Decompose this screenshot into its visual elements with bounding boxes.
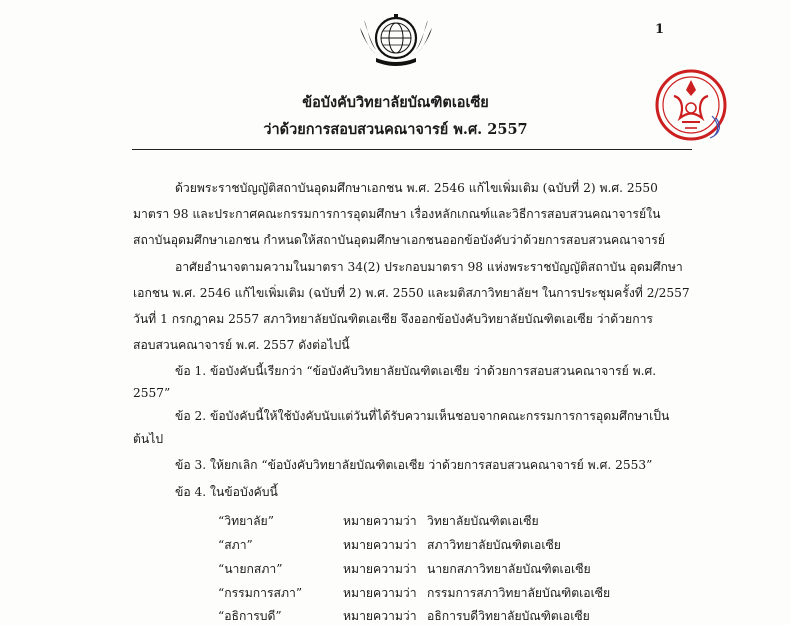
preamble-line: วันที่ 1 กรกฎาคม 2557 สภาวิทยาลัยบัณฑิตเอเซีย จึงออกข้อบังคับวิทยาลัยบัณฑิตเอเซีย ว่าด้วยการ [133, 312, 653, 326]
definition-value: สภาวิทยาลัยบัณฑิตเอเซีย [427, 538, 561, 552]
preamble-line: สถาบันอุดมศึกษาเอกชน กำหนดให้สถาบันอุดมศึกษาเอกชนออกข้อบังคับว่าด้วยการสอบสวนคณาจารย์ [133, 233, 665, 247]
clause-1-cont: 2557” [133, 386, 171, 400]
clause-3: ข้อ 3. ให้ยกเลิก “ข้อบังคับวิทยาลัยบัณฑิตเอเซีย ว่าด้วยการสอบสวนคณาจารย์ พ.ศ. 2553” [175, 458, 653, 472]
page-number: 1 [655, 22, 665, 37]
definition-means: หมายความว่า [343, 586, 417, 600]
definition-value: นายกสภาวิทยาลัยบัณฑิตเอเซีย [427, 562, 591, 576]
definition-means: หมายความว่า [343, 514, 417, 528]
definition-means: หมายความว่า [343, 538, 417, 552]
definition-means: หมายความว่า [343, 562, 417, 576]
preamble-line: อาศัยอำนาจตามความในมาตรา 34(2) ประกอบมาตรา 98 แห่งพระราชบัญญัติสถาบัน อุดมศึกษา [175, 260, 683, 274]
preamble-line: เอกชน พ.ศ. 2546 แก้ไขเพิ่มเติม (ฉบับที่ 2) พ.ศ. 2550 และมติสภาวิทยาลัยฯ ในการประชุมครั้งที่ 2/2557 [133, 286, 690, 300]
definition-term: “อธิการบดี” [218, 609, 282, 623]
definition-term: “นายกสภา” [218, 562, 283, 576]
definition-value: อธิการบดีวิทยาลัยบัณฑิตเอเซีย [427, 609, 590, 623]
document-title: ข้อบังคับวิทยาลัยบัณฑิตเอเซีย [302, 94, 489, 111]
definition-term: “สภา” [218, 538, 253, 552]
definition-value: วิทยาลัยบัณฑิตเอเซีย [427, 514, 539, 528]
definition-term: “วิทยาลัย” [218, 514, 274, 528]
title-divider [132, 149, 692, 150]
preamble-line: มาตรา 98 และประกาศคณะกรรมการการอุดมศึกษา เรื่องหลักเกณฑ์และวิธีการสอบสวนคณาจารย์ใน [133, 207, 661, 221]
clause-2-cont: ต้นไป [133, 432, 164, 446]
definition-term: “กรรมการสภา” [218, 586, 303, 600]
preamble-line: สอบสวนคณาจารย์ พ.ศ. 2557 ดังต่อไปนี้ [133, 338, 350, 352]
preamble-line: ด้วยพระราชบัญญัติสถาบันอุดมศึกษาเอกชน พ.ศ. 2546 แก้ไขเพิ่มเติม (ฉบับที่ 2) พ.ศ. 2550 [175, 181, 658, 195]
definition-value: กรรมการสภาวิทยาลัยบัณฑิตเอเซีย [427, 586, 611, 600]
definition-means: หมายความว่า [343, 609, 417, 623]
clause-4: ข้อ 4. ในข้อบังคับนี้ [175, 485, 278, 499]
clause-2: ข้อ 2. ข้อบังคับนี้ให้ใช้บังคับนับแต่วันที่ได้รับความเห็นชอบจากคณะกรรมการการอุดมศึกษาเป็น [175, 409, 670, 423]
clause-1: ข้อ 1. ข้อบังคับนี้เรียกว่า “ข้อบังคับวิทยาลัยบัณฑิตเอเซีย ว่าด้วยการสอบสวนคณาจารย์ พ.ศ. [175, 364, 657, 378]
university-emblem-icon [354, 12, 438, 70]
document-subtitle: ว่าด้วยการสอบสวนคณาจารย์ พ.ศ. 2557 [263, 121, 528, 138]
